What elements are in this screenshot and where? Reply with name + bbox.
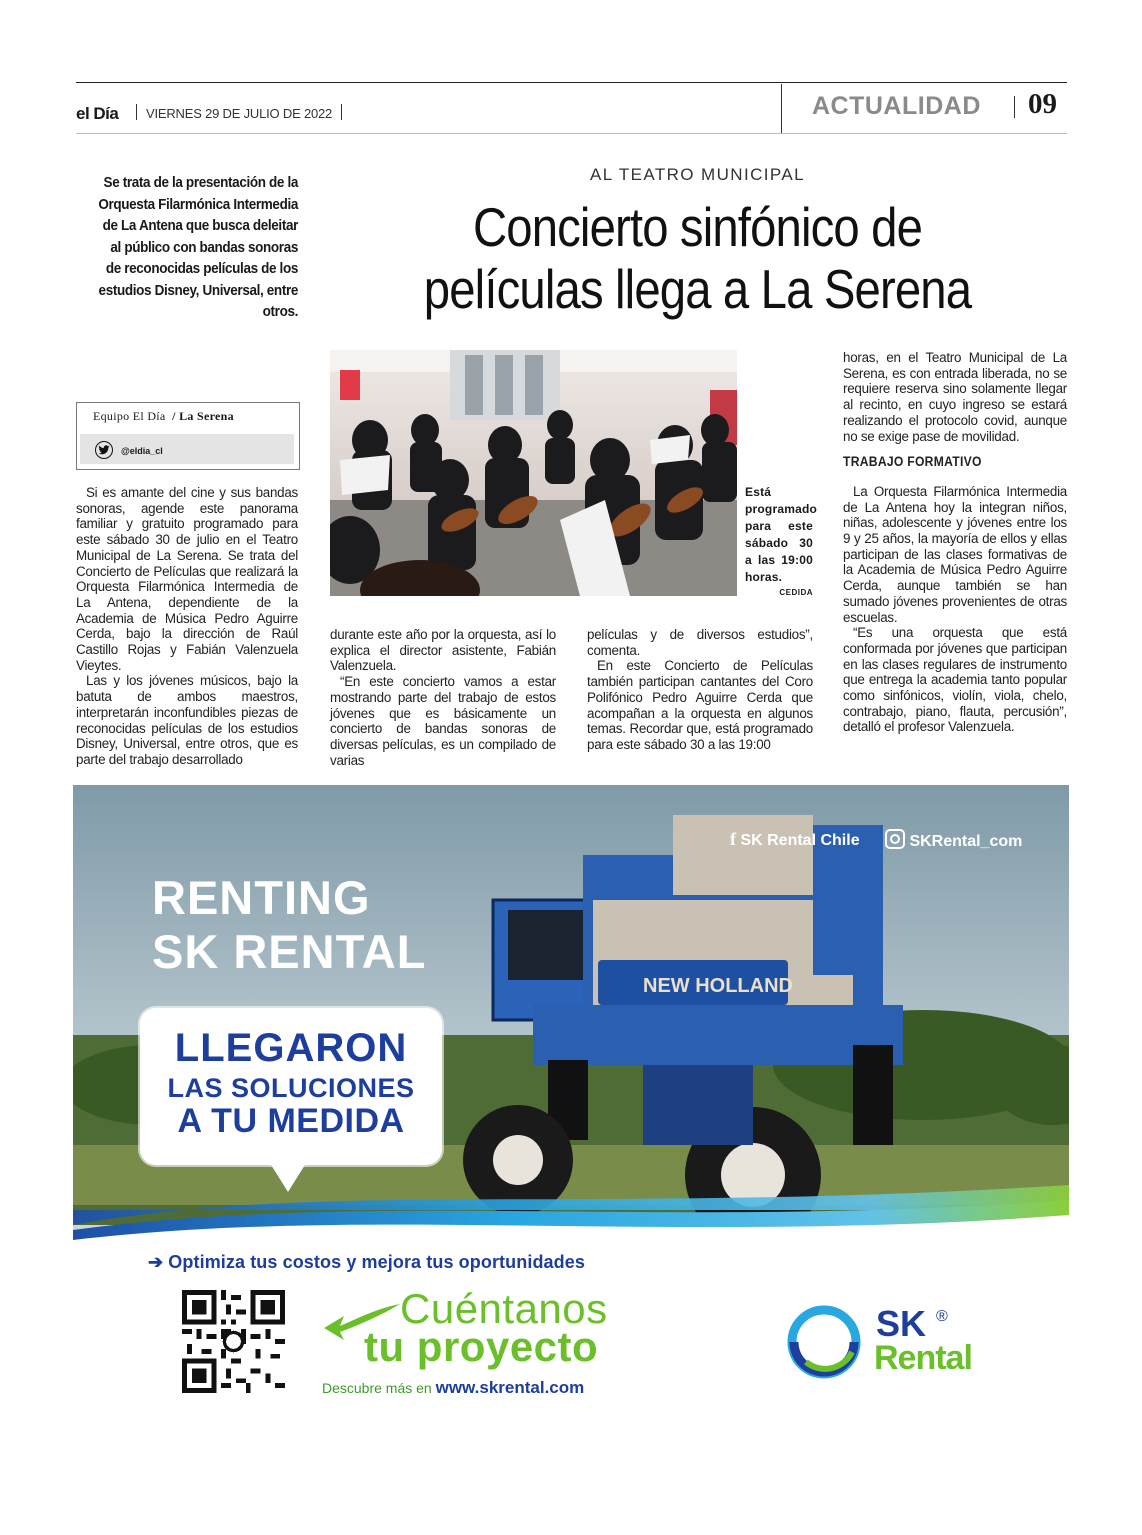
ad-title [152,871,426,979]
section-name: ACTUALIDAD [812,92,981,120]
byline [93,409,234,424]
header-divider [136,104,137,120]
ad-website-url[interactable]: www.skrental.com [435,1378,585,1397]
paragraph: En este Concierto de Películas también participan cantantes del Coro Polifónico Pedro Aguirre Cerda que acompañan a la orquesta en algunos temas. Recordar que, está programado para este sábado 30 a las 19:00 [587,658,813,752]
orchestra-photo [330,350,737,596]
paragraph: películas y de diversos estudios”, comenta. [587,627,813,658]
article-column-3 [587,627,813,753]
header-top-rule [76,82,1067,83]
sk-logo-text: SK [876,1303,927,1344]
article-column-2 [330,627,556,768]
paragraph: horas, en el Teatro Municipal de La Serena, es con entrada liberada, no se requiere reserva sino solamente llegar al recinto, en cuyo ingreso se estará realizando el protocolo covid, aunque no se exige pase de movilidad. [843,350,1067,444]
issue-date: VIERNES 29 DE JULIO DE 2022 [146,106,333,121]
ad-website-prefix: Descubre más en [322,1380,432,1396]
instagram-link[interactable] [885,829,1022,851]
arrow-right-icon: ➔ [148,1252,164,1272]
twitter-handle: @eldia_cl [121,446,163,456]
sk-rental-logo [786,1302,996,1382]
paragraph: La Orquesta Filarmónica Intermedia de La Antena hoy la integran niños, niñas, adolescente y jóvenes entre los 9 y 25 años, la mayoría de ellos y ellas participan de las clases formativas de la Academia de Música Pedro Aguirre Cerda, aunque también se han sumado jóvenes provenientes de otras escuelas. [843,483,1067,625]
header-bottom-rule [76,133,1067,134]
ad-bubble-line-1: LLEGARON [174,1026,408,1070]
photo-credit: CEDIDA [779,588,813,597]
ad-tagline-text: Optimiza tus costos y mejora tus oportunidades [168,1252,585,1272]
ad-cta-line-2: tu proyecto [364,1323,599,1370]
facebook-link[interactable] [730,829,860,850]
ad-tagline [148,1252,585,1273]
article-kicker: AL TEATRO MUNICIPAL [590,165,805,184]
paragraph: “En este concierto vamos a estar mostrando parte del trabajo de estos jóvenes que es básicamente un concierto de bandas sonoras de diversas películas, es un compilado de varias [330,674,556,768]
ad-title-line-1: RENTING [152,871,371,924]
qr-code[interactable] [182,1290,285,1393]
registered-mark: ® [936,1308,948,1325]
article-subhead: TRABAJO FORMATIVO [843,454,982,470]
facebook-icon: f [730,829,736,849]
article-lead: Se trata de la presentación de la Orquesta Filarmónica Intermedia de La Antena que busca deleitar al público con bandas sonoras de reconocidas películas de los estudios Disney, Universal, entre otros. [98,174,298,320]
rental-logo-text: Rental [874,1339,972,1377]
paragraph: durante este año por la orquesta, así lo explica el director asistente, Fabián Valenzuela. [330,627,556,674]
page-number: 09 [1028,88,1057,120]
header-divider [1014,96,1015,118]
header-section-rule [781,84,782,133]
paragraph: Si es amante del cine y sus bandas sonoras, agende este panorama familiar y gratuito programado para este sábado 30 de julio en el Teatro Municipal de La Serena. Se trata del Concierto de Películas que realizará la Orquesta Filarmónica Intermedia de La Antena, dependiente de la Academia de Música Pedro Aguirre Cerda, bajo la dirección de Raúl Castillo Rojas y Fabián Valenzuela Vieytes. [76,485,298,673]
ad-bubble-line-3: A TU MEDIDA [177,1102,405,1140]
instagram-icon [885,829,905,849]
article-column-4 [843,350,1067,735]
newspaper-logo: el Día [76,104,119,123]
photo-caption: Está programado para este sábado 30 a las 19:00 horas. [745,485,818,584]
ad-speech-bubble-tail [268,1160,308,1192]
twitter-icon [95,441,113,459]
byline-place: / La Serena [172,409,234,423]
facebook-handle: SK Rental Chile [740,832,860,849]
instagram-handle: SKRental_com [909,833,1023,850]
headline-line-2: películas llega a La Serena [423,258,972,320]
article-headline [381,196,1013,320]
headline-line-1: Concierto sinfónico de [472,196,923,258]
ad-cta-line-1: Cuéntanos [400,1285,608,1332]
byline-author: Equipo El Día [93,409,166,423]
ad-website[interactable] [322,1378,584,1398]
paragraph: “Es una orquesta que está conformada por jóvenes que participan en las clases regulares de instrumento que entrega la academia tanto popular como sinfónicos, violín, viola, chelo, contrabajo, piano, flauta, percusión”, detalló el profesor Valenzuela. [843,625,1067,735]
header-divider [341,104,342,120]
ad-bubble-line-2: LAS SOLUCIONES [167,1073,415,1103]
article-column-1 [76,485,298,768]
machine-brand-label: NEW HOLLAND [643,975,793,997]
paragraph: Las y los jóvenes músicos, bajo la batuta de ambos maestros, interpretarán inconfundibles piezas de reconocidas películas de los estudios Disney, Universal, entre otros, que es parte del trabajo desarrollado [76,673,298,767]
ad-title-line-2: SK RENTAL [152,925,427,978]
